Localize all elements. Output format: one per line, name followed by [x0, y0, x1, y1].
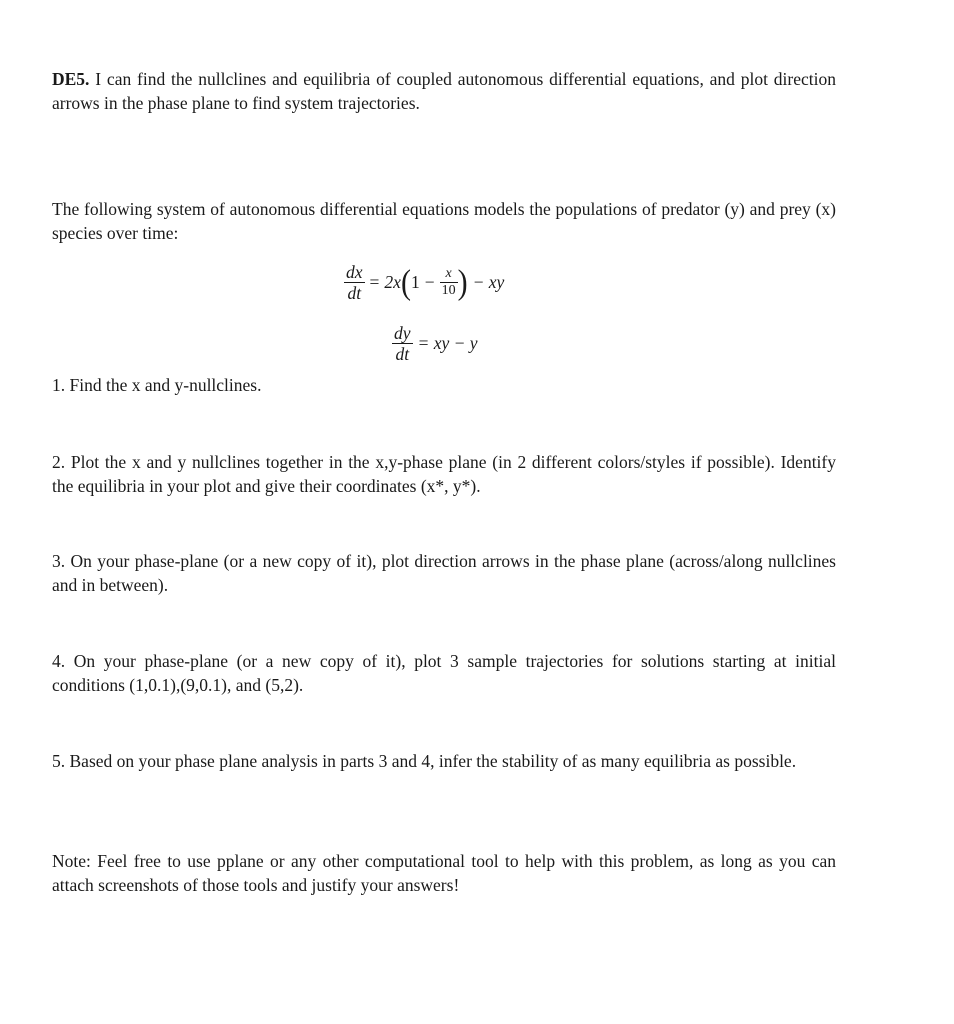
objective-text: I can find the nullclines and equilibria of coupled autonomous differential equations, and plot direction arrows in the phase plane to find system trajectories.: [52, 69, 836, 113]
equation-dy-dt: [392, 323, 478, 364]
question-4: 4. On your phase-plane (or a new copy of it), plot 3 sample trajectories for solutions starting at initial conditions (1,0.1),(9,0.1), and (5,2).: [52, 651, 836, 695]
objective-label: DE5.: [52, 69, 90, 89]
eq1-lhs-denominator: dt: [347, 283, 362, 303]
eq1-left-paren: (: [400, 262, 411, 301]
question-1: 1. Find the x and y-nullclines.: [52, 375, 262, 395]
equation-dx-dt: [344, 262, 504, 303]
eq1-one: 1: [410, 272, 420, 292]
eq1-inner-fraction: [440, 266, 458, 299]
eq1-lhs-fraction: [344, 262, 365, 303]
question-5: 5. Based on your phase plane analysis in parts 3 and 4, infer the stability of as many equilibria as possible.: [52, 751, 797, 771]
eq1-coefficient: 2x: [384, 272, 401, 292]
eq1-minus: −: [424, 272, 435, 292]
question-2: 2. Plot the x and y nullclines together in the x,y-phase plane (in 2 different colors/styles if possible). Identify the equilibria in your plot and give their coordinates (x*, y*).: [52, 452, 836, 496]
eq1-inner-numerator: x: [440, 266, 458, 283]
eq2-lhs-numerator: dy: [394, 323, 411, 343]
eq2-lhs-denominator: dt: [395, 344, 410, 364]
eq1-inner-denominator: 10: [441, 283, 456, 298]
eq1-tail: − xy: [472, 272, 505, 292]
intro-paragraph: The following system of autonomous differential equations models the populations of predator (y) and prey (x) species over time:: [52, 199, 836, 243]
eq2-lhs-fraction: [392, 323, 413, 364]
objective-statement: [52, 67, 836, 115]
question-3: 3. On your phase-plane (or a new copy of it), plot direction arrows in the phase plane (across/along nullclines and in between).: [52, 551, 836, 595]
note-paragraph: Note: Feel free to use pplane or any other computational tool to help with this problem, as long as you can attach screenshots of those tools and justify your answers!: [52, 851, 836, 895]
eq1-right-paren: ): [457, 262, 468, 301]
eq1-equals: =: [369, 272, 380, 292]
eq2-rhs: = xy − y: [417, 333, 478, 353]
eq1-lhs-numerator: dx: [346, 262, 363, 282]
